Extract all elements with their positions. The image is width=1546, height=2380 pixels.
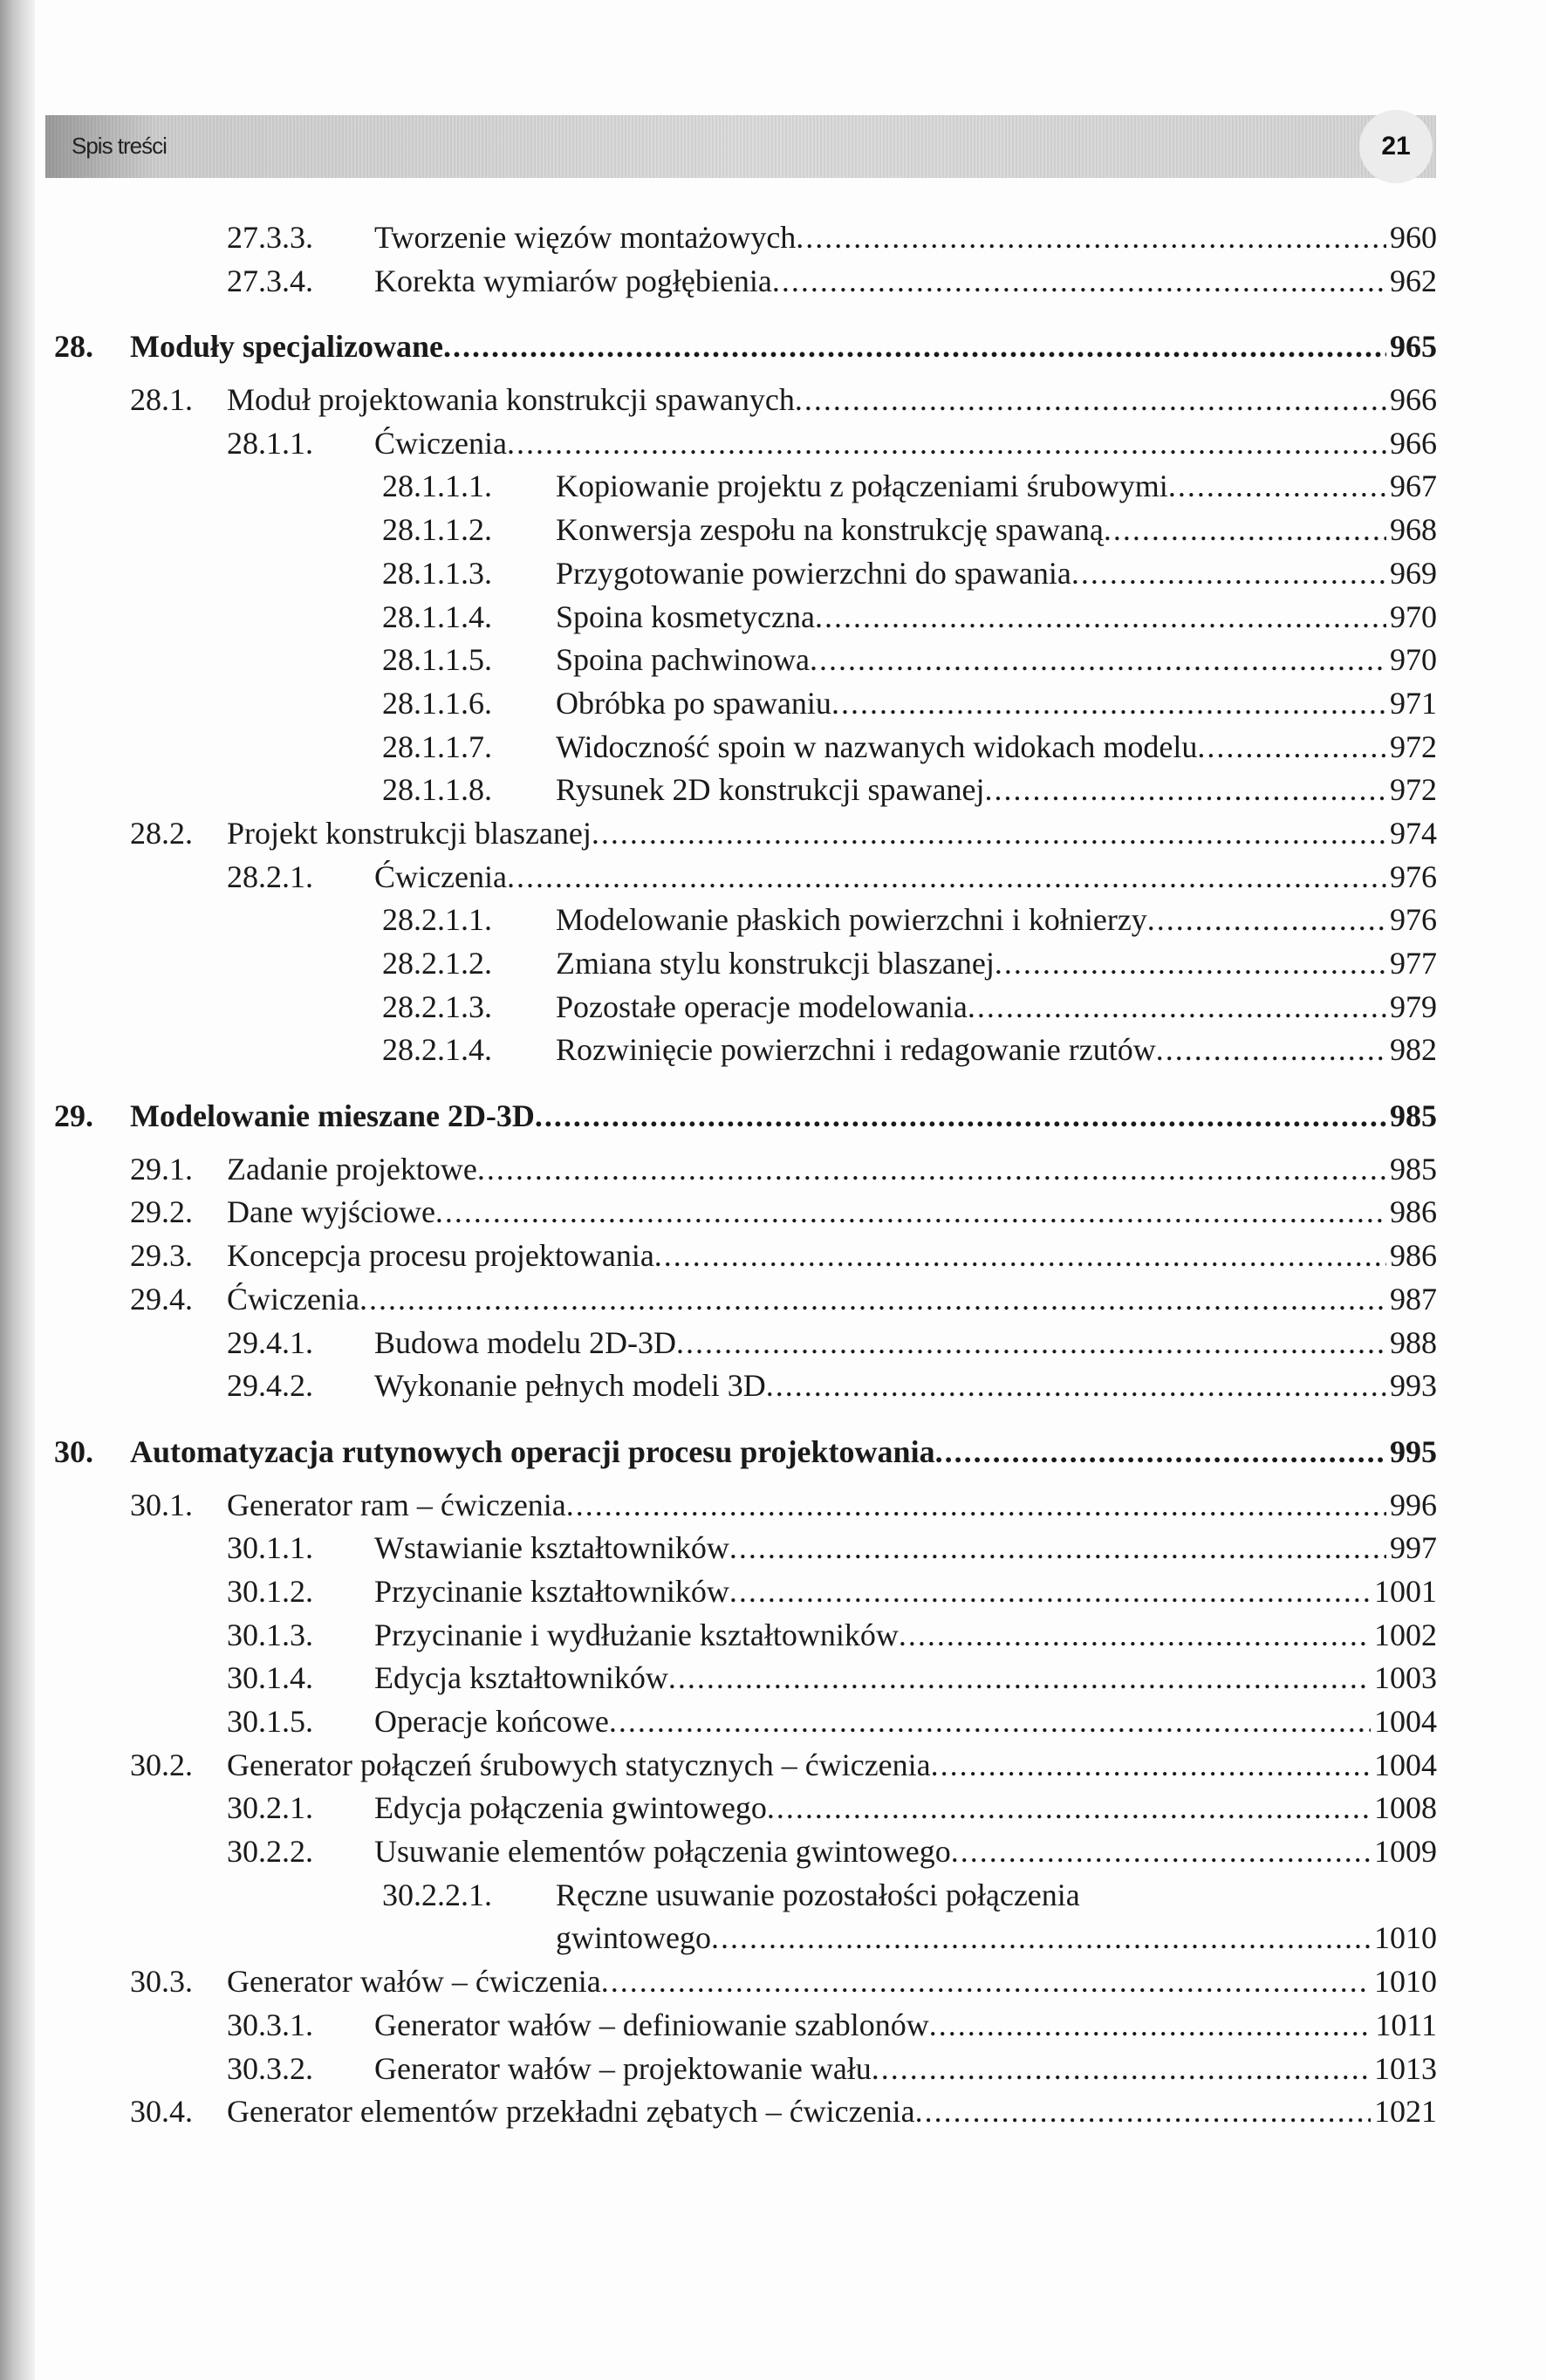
entry-title: Spoina pachwinowa — [556, 642, 810, 678]
entry-number: 30.3. — [130, 1964, 193, 2000]
dot-leader — [772, 260, 1386, 304]
entry-line — [556, 682, 1437, 726]
entry-line — [556, 1029, 1437, 1072]
entry-line — [374, 260, 1437, 304]
entry-title: Generator wałów – projektowanie wału — [374, 2050, 872, 2086]
entry-title: Tworzenie więzów montażowych — [374, 220, 797, 255]
toc-chapter — [0, 1431, 1546, 1474]
entry-line — [130, 1431, 1437, 1474]
dot-leader — [601, 1960, 1371, 2004]
entry-page: 966 — [1390, 425, 1437, 461]
entry-page: 986 — [1390, 1194, 1437, 1230]
toc-entry — [0, 1570, 1546, 1614]
entry-line — [130, 325, 1437, 369]
toc-entry — [0, 2004, 1546, 2048]
entry-title: Generator wałów – ćwiczenia — [227, 1964, 601, 2000]
dot-leader — [929, 2004, 1372, 2048]
entry-title: Edycja kształtowników — [374, 1660, 668, 1696]
entry-line — [556, 726, 1437, 769]
dot-leader — [995, 942, 1386, 986]
entry-line — [556, 552, 1437, 596]
entry-title: Generator ram – ćwiczenia — [227, 1487, 566, 1522]
entry-title: Ćwiczenia — [227, 1281, 359, 1317]
entry-page: 1009 — [1374, 1834, 1437, 1870]
entry-page: 997 — [1390, 1530, 1437, 1566]
entry-title: Usuwanie elementów połączenia gwintowego — [374, 1834, 951, 1870]
entry-title: Rozwinięcie powierzchni i redagowanie rzutów — [556, 1032, 1156, 1068]
entry-page: 969 — [1390, 555, 1437, 591]
dot-leader — [766, 1364, 1386, 1408]
entry-title: Generator elementów przekładni zębatych – ćwiczenia — [227, 2094, 915, 2130]
toc-entry — [0, 682, 1546, 726]
dot-leader — [711, 1917, 1371, 1960]
entry-line — [227, 2090, 1437, 2134]
entry-title: Operacje końcowe — [374, 1704, 609, 1739]
entry-line — [374, 1322, 1437, 1365]
entry-page: 962 — [1390, 263, 1437, 298]
entry-number: 29.4.1. — [227, 1324, 313, 1360]
entry-title: Edycja połączenia gwintowego — [374, 1790, 767, 1826]
entry-title: Modelowanie płaskich powierzchni i kołnierzy — [556, 902, 1147, 938]
entry-page: 987 — [1390, 1281, 1437, 1317]
entry-number: 28.1.1.2. — [382, 512, 492, 548]
entry-title: Ćwiczenia — [374, 858, 507, 894]
dot-leader — [795, 379, 1386, 422]
toc-entry — [0, 260, 1546, 304]
toc-entry — [0, 1960, 1546, 2004]
dot-leader — [654, 1234, 1386, 1278]
section-title: Spis treści — [72, 133, 167, 159]
toc-entry — [0, 1744, 1546, 1788]
toc-entry — [0, 942, 1546, 986]
dot-leader — [729, 1527, 1386, 1570]
entry-line — [227, 1191, 1437, 1234]
entry-number: 29.4. — [130, 1281, 193, 1317]
entry-page: 1010 — [1374, 1964, 1437, 2000]
entry-page: 977 — [1390, 946, 1437, 981]
entry-title: Widoczność spoin w nazwanych widokach modelu — [556, 728, 1198, 764]
toc-entry — [0, 552, 1546, 596]
entry-page: 970 — [1390, 642, 1437, 678]
toc-entry — [0, 465, 1546, 509]
entry-page: 1011 — [1375, 2007, 1437, 2042]
entry-page: 972 — [1390, 772, 1437, 808]
toc-entry-continuation — [0, 1917, 1546, 1960]
dot-leader — [796, 216, 1386, 260]
entry-number: 28.1.1. — [227, 425, 313, 461]
entry-title: Pozostałe operacje modelowania — [556, 988, 968, 1024]
entry-page: 986 — [1390, 1238, 1437, 1274]
entry-line — [374, 422, 1437, 466]
dot-leader — [507, 422, 1386, 466]
toc-entry — [0, 1657, 1546, 1700]
entry-page: 1010 — [1374, 1920, 1437, 1956]
entry-page: 965 — [1390, 329, 1437, 365]
toc-entry — [0, 2048, 1546, 2091]
entry-line — [227, 1484, 1437, 1528]
entry-line — [556, 639, 1437, 682]
entry-page: 985 — [1390, 1151, 1437, 1187]
dot-leader — [477, 1148, 1386, 1192]
dot-leader — [676, 1322, 1386, 1365]
entry-line — [374, 1830, 1437, 1874]
dot-leader — [767, 1787, 1371, 1830]
entry-number: 30. — [54, 1433, 93, 1469]
entry-number: 28. — [54, 329, 93, 365]
entry-number: 28.1.1.4. — [382, 598, 492, 634]
entry-page: 1008 — [1374, 1790, 1437, 1826]
toc-entry — [0, 1700, 1546, 1744]
dot-leader — [1168, 465, 1386, 509]
entry-line — [227, 1148, 1437, 1192]
entry-line — [556, 596, 1437, 639]
entry-title: Obróbka po spawaniu — [556, 685, 831, 721]
toc-entry — [0, 216, 1546, 260]
entry-page: 966 — [1390, 382, 1437, 418]
entry-number: 28.1.1.6. — [382, 685, 492, 721]
toc-entry — [0, 1364, 1546, 1408]
entry-title: Moduły specjalizowane — [130, 329, 443, 365]
entry-line — [374, 1614, 1437, 1658]
dot-leader — [899, 1614, 1371, 1658]
toc-chapter — [0, 325, 1546, 369]
entry-line — [227, 1278, 1437, 1322]
entry-number: 28.2.1.4. — [382, 1032, 492, 1068]
entry-number: 29.1. — [130, 1151, 193, 1187]
toc-entry — [0, 769, 1546, 812]
entry-page: 974 — [1390, 815, 1437, 851]
entry-title-continuation: gwintowego — [556, 1920, 711, 1956]
entry-line — [556, 509, 1437, 552]
entry-title: Kopiowanie projektu z połączeniami śrubowymi — [556, 468, 1168, 504]
entry-line — [556, 942, 1437, 986]
entry-title: Automatyzacja rutynowych operacji procesu projektowania — [130, 1433, 935, 1469]
page-header — [45, 115, 1436, 178]
entry-line — [374, 856, 1437, 899]
toc-entry — [0, 1278, 1546, 1322]
entry-number: 28.1. — [130, 382, 193, 418]
entry-title: Ręczne usuwanie pozostałości połączenia — [556, 1877, 1080, 1912]
entry-title: Przycinanie i wydłużanie kształtowników — [374, 1617, 899, 1652]
entry-number: 28.2.1.1. — [382, 902, 492, 938]
entry-number: 27.3.4. — [227, 263, 313, 298]
toc-entry — [0, 596, 1546, 639]
toc-entry — [0, 1029, 1546, 1072]
dot-leader — [507, 856, 1386, 899]
entry-line — [130, 1095, 1437, 1139]
entry-title: Generator wałów – definiowanie szablonów — [374, 2007, 929, 2042]
toc-entry — [0, 986, 1546, 1029]
entry-title: Przycinanie kształtowników — [374, 1573, 729, 1609]
entry-line — [556, 769, 1437, 812]
dot-leader — [668, 1657, 1371, 1700]
toc-entry — [0, 726, 1546, 769]
entry-page: 1004 — [1374, 1747, 1437, 1782]
toc-entry — [0, 899, 1546, 942]
entry-page: 993 — [1390, 1368, 1437, 1404]
entry-title: Przygotowanie powierzchni do spawania — [556, 555, 1071, 591]
entry-page: 996 — [1390, 1487, 1437, 1522]
dot-leader — [1197, 726, 1386, 769]
toc-entry — [0, 422, 1546, 466]
entry-line — [374, 2048, 1437, 2091]
entry-line — [227, 1234, 1437, 1278]
dot-leader — [592, 812, 1386, 856]
toc-entry — [0, 2090, 1546, 2134]
entry-number: 30.2.1. — [227, 1790, 313, 1826]
dot-leader — [1071, 552, 1386, 596]
entry-page: 1021 — [1374, 2094, 1437, 2130]
entry-page: 982 — [1390, 1032, 1437, 1068]
entry-title: Korekta wymiarów pogłębienia — [374, 263, 772, 298]
entry-title: Konwersja zespołu na konstrukcję spawaną — [556, 512, 1104, 548]
entry-line — [374, 1364, 1437, 1408]
toc-entry — [0, 1191, 1546, 1234]
dot-leader — [831, 682, 1386, 726]
dot-leader — [1104, 509, 1386, 552]
toc-entry — [0, 1148, 1546, 1192]
page-number: 21 — [1359, 110, 1433, 183]
entry-page: 985 — [1390, 1098, 1437, 1134]
entry-number: 30.1. — [130, 1487, 193, 1522]
entry-page: 1013 — [1374, 2050, 1437, 2086]
entry-title: Projekt konstrukcji blaszanej — [227, 815, 592, 851]
toc-entry — [0, 1234, 1546, 1278]
dot-leader — [810, 639, 1386, 682]
toc-chapter — [0, 1095, 1546, 1139]
entry-title: Zadanie projektowe — [227, 1151, 477, 1187]
dot-leader — [951, 1830, 1371, 1874]
entry-page: 971 — [1390, 685, 1437, 721]
entry-number: 30.2.2.1. — [382, 1877, 492, 1912]
entry-page: 979 — [1390, 988, 1437, 1024]
entry-page: 1003 — [1374, 1660, 1437, 1696]
entry-title: Ćwiczenia — [374, 425, 507, 461]
entry-line — [374, 2004, 1437, 2048]
entry-number: 30.4. — [130, 2094, 193, 2130]
entry-number: 30.1.3. — [227, 1617, 313, 1652]
entry-line — [374, 1787, 1437, 1830]
dot-leader — [566, 1484, 1386, 1528]
dot-leader — [1156, 1029, 1386, 1072]
entry-number: 30.3.1. — [227, 2007, 313, 2042]
entry-page: 976 — [1390, 858, 1437, 894]
entry-number: 28.1.1.7. — [382, 728, 492, 764]
entry-number: 29. — [54, 1098, 93, 1134]
dot-leader — [931, 1744, 1371, 1788]
dot-leader — [435, 1191, 1386, 1234]
entry-page: 988 — [1390, 1324, 1437, 1360]
entry-page: 972 — [1390, 728, 1437, 764]
entry-line — [556, 899, 1437, 942]
toc-entry — [0, 1614, 1546, 1658]
entry-number: 30.2. — [130, 1747, 193, 1782]
toc-entry — [0, 1322, 1546, 1365]
toc-entry — [0, 1874, 1546, 1918]
dot-leader — [968, 986, 1386, 1029]
entry-line — [374, 1657, 1437, 1700]
entry-number: 28.2.1.3. — [382, 988, 492, 1024]
entry-number: 28.1.1.1. — [382, 468, 492, 504]
toc-entry — [0, 379, 1546, 422]
entry-number: 28.2. — [130, 815, 193, 851]
entry-title: Rysunek 2D konstrukcji spawanej — [556, 772, 985, 808]
entry-page: 968 — [1390, 512, 1437, 548]
dot-leader — [872, 2048, 1371, 2091]
entry-line — [374, 216, 1437, 260]
entry-page: 967 — [1390, 468, 1437, 504]
entry-title: Generator połączeń śrubowych statycznych – ćwiczenia — [227, 1747, 931, 1782]
entry-title: Budowa modelu 2D-3D — [374, 1324, 676, 1360]
entry-title: Moduł projektowania konstrukcji spawanych — [227, 382, 795, 418]
entry-title: Dane wyjściowe — [227, 1194, 435, 1230]
entry-line — [556, 1917, 1437, 1960]
toc-entry — [0, 509, 1546, 552]
entry-number: 29.3. — [130, 1238, 193, 1274]
entry-page: 1002 — [1374, 1617, 1437, 1652]
dot-leader — [359, 1278, 1386, 1322]
entry-number: 28.1.1.8. — [382, 772, 492, 808]
entry-number: 27.3.3. — [227, 220, 313, 255]
entry-title: Modelowanie mieszane 2D-3D — [130, 1098, 535, 1134]
entry-number: 28.1.1.3. — [382, 555, 492, 591]
entry-number: 30.2.2. — [227, 1834, 313, 1870]
entry-title: Zmiana stylu konstrukcji blaszanej — [556, 946, 995, 981]
entry-number: 30.1.1. — [227, 1530, 313, 1566]
entry-line — [374, 1570, 1437, 1614]
entry-line — [556, 986, 1437, 1029]
entry-number: 30.1.5. — [227, 1704, 313, 1739]
toc-entry — [0, 1787, 1546, 1830]
table-of-contents — [0, 216, 1546, 2134]
toc-entry — [0, 1527, 1546, 1570]
entry-page: 970 — [1390, 598, 1437, 634]
entry-number: 28.1.1.5. — [382, 642, 492, 678]
entry-line — [374, 1700, 1437, 1744]
dot-leader — [815, 596, 1386, 639]
entry-page: 1004 — [1374, 1704, 1437, 1739]
dot-leader — [729, 1570, 1371, 1614]
entry-number: 29.4.2. — [227, 1368, 313, 1404]
entry-page: 995 — [1390, 1433, 1437, 1469]
toc-entry — [0, 1484, 1546, 1528]
entry-line — [556, 1874, 1080, 1918]
entry-title: Spoina kosmetyczna — [556, 598, 815, 634]
dot-leader — [915, 2090, 1371, 2134]
entry-page: 1001 — [1374, 1573, 1437, 1609]
toc-entry — [0, 1830, 1546, 1874]
dot-leader — [535, 1095, 1386, 1139]
entry-title: Wstawianie kształtowników — [374, 1530, 729, 1566]
entry-line — [227, 812, 1437, 856]
dot-leader — [984, 769, 1386, 812]
toc-entry — [0, 639, 1546, 682]
entry-title: Wykonanie pełnych modeli 3D — [374, 1368, 766, 1404]
entry-line — [227, 379, 1437, 422]
entry-line — [556, 465, 1437, 509]
dot-leader — [609, 1700, 1371, 1744]
dot-leader — [443, 325, 1386, 369]
entry-number: 28.2.1.2. — [382, 946, 492, 981]
entry-line — [374, 1527, 1437, 1570]
toc-entry — [0, 856, 1546, 899]
entry-number: 30.3.2. — [227, 2050, 313, 2086]
dot-leader — [1147, 899, 1386, 942]
entry-page: 976 — [1390, 902, 1437, 938]
toc-entry — [0, 812, 1546, 856]
entry-number: 29.2. — [130, 1194, 193, 1230]
entry-page: 960 — [1390, 220, 1437, 255]
entry-line — [227, 1744, 1437, 1788]
dot-leader — [935, 1431, 1386, 1474]
entry-title: Koncepcja procesu projektowania — [227, 1238, 654, 1274]
entry-line — [227, 1960, 1437, 2004]
entry-number: 28.2.1. — [227, 858, 313, 894]
entry-number: 30.1.2. — [227, 1573, 313, 1609]
entry-number: 30.1.4. — [227, 1660, 313, 1696]
